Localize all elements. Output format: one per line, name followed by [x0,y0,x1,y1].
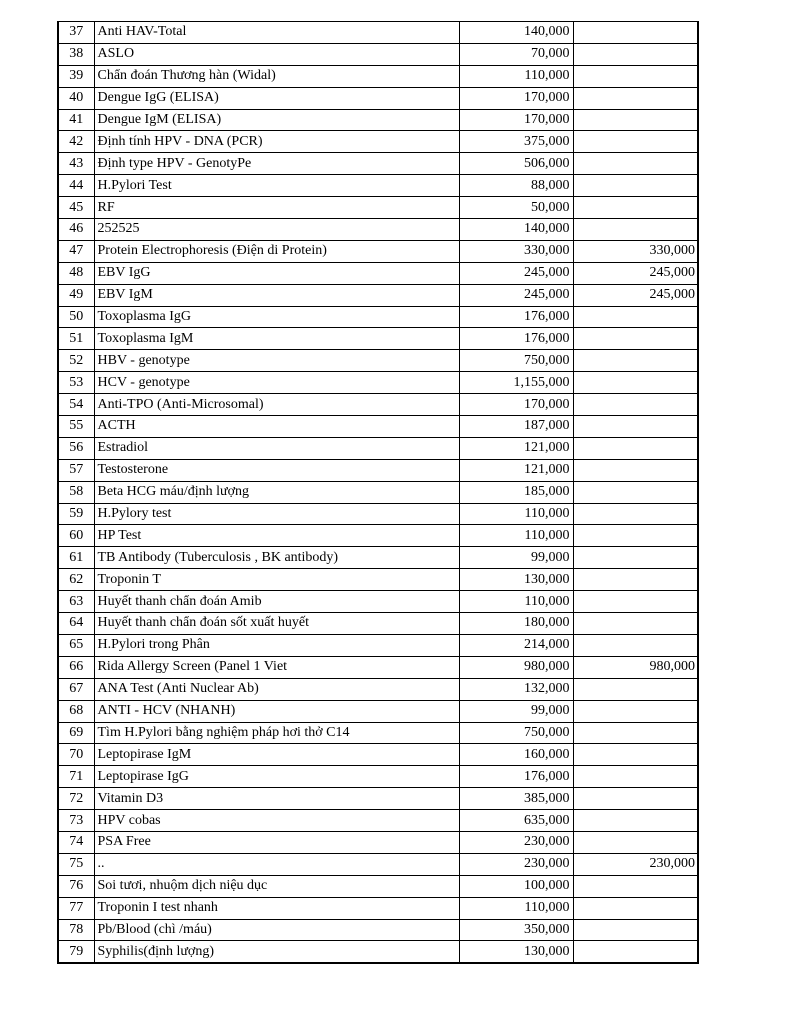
table-row [58,853,698,875]
test-name: EBV IgG [94,262,459,284]
extra-price [573,131,698,153]
row-number: 70 [58,744,94,766]
table-row [58,394,698,416]
price: 750,000 [459,350,573,372]
price: 110,000 [459,525,573,547]
price: 230,000 [459,853,573,875]
extra-price [573,306,698,328]
extra-price [573,634,698,656]
test-name: Anti HAV-Total [94,22,459,44]
price: 88,000 [459,175,573,197]
table-row [58,22,698,44]
extra-price [573,810,698,832]
price: 170,000 [459,87,573,109]
price-table [57,21,699,964]
test-name: RF [94,197,459,219]
row-number: 73 [58,810,94,832]
test-name: TB Antibody (Tuberculosis , BK antibody) [94,547,459,569]
extra-price [573,372,698,394]
extra-price [573,569,698,591]
table-row [58,87,698,109]
price: 635,000 [459,810,573,832]
table-row [58,284,698,306]
price: 140,000 [459,22,573,44]
price: 185,000 [459,481,573,503]
test-name: ASLO [94,43,459,65]
price: 350,000 [459,919,573,941]
row-number: 66 [58,656,94,678]
price: 110,000 [459,503,573,525]
test-name: ANTI - HCV (NHANH) [94,700,459,722]
extra-price [573,919,698,941]
price: 176,000 [459,766,573,788]
table-row [58,569,698,591]
extra-price [573,328,698,350]
test-name: Dengue IgM (ELISA) [94,109,459,131]
extra-price [573,547,698,569]
row-number: 59 [58,503,94,525]
table-row [58,197,698,219]
extra-price [573,875,698,897]
table-row [58,328,698,350]
table-row [58,591,698,613]
table-row [58,525,698,547]
extra-price [573,459,698,481]
row-number: 65 [58,634,94,656]
table-row [58,109,698,131]
price: 245,000 [459,284,573,306]
table-row [58,153,698,175]
extra-price [573,591,698,613]
row-number: 50 [58,306,94,328]
test-name: ANA Test (Anti Nuclear Ab) [94,678,459,700]
price: 110,000 [459,897,573,919]
extra-price [573,766,698,788]
table-row [58,131,698,153]
test-name: Toxoplasma IgM [94,328,459,350]
test-name: Huyết thanh chẩn đoán Amib [94,591,459,613]
test-name: Chẩn đoán Thương hàn (Widal) [94,65,459,87]
price: 750,000 [459,722,573,744]
extra-price [573,197,698,219]
row-number: 38 [58,43,94,65]
row-number: 54 [58,394,94,416]
test-name: Tìm H.Pylori bằng nghiệm pháp hơi thở C14 [94,722,459,744]
row-number: 67 [58,678,94,700]
table-row [58,350,698,372]
test-name: Vitamin D3 [94,788,459,810]
test-name: Anti-TPO (Anti-Microsomal) [94,394,459,416]
extra-price: 245,000 [573,262,698,284]
row-number: 37 [58,22,94,44]
price: 385,000 [459,788,573,810]
extra-price: 980,000 [573,656,698,678]
test-name: Huyết thanh chẩn đoán sốt xuất huyết [94,613,459,635]
table-row [58,919,698,941]
extra-price [573,700,698,722]
row-number: 64 [58,613,94,635]
table-row [58,503,698,525]
extra-price [573,416,698,438]
row-number: 44 [58,175,94,197]
row-number: 62 [58,569,94,591]
test-name: Testosterone [94,459,459,481]
table-row [58,437,698,459]
row-number: 63 [58,591,94,613]
row-number: 51 [58,328,94,350]
row-number: 46 [58,219,94,241]
table-row [58,810,698,832]
test-name: Troponin I test nhanh [94,897,459,919]
extra-price [573,22,698,44]
row-number: 61 [58,547,94,569]
price: 176,000 [459,306,573,328]
row-number: 47 [58,240,94,262]
row-number: 41 [58,109,94,131]
test-name: HPV cobas [94,810,459,832]
extra-price [573,175,698,197]
row-number: 68 [58,700,94,722]
row-number: 39 [58,65,94,87]
price: 121,000 [459,459,573,481]
table-row [58,941,698,963]
test-name: Toxoplasma IgG [94,306,459,328]
row-number: 40 [58,87,94,109]
extra-price [573,394,698,416]
row-number: 69 [58,722,94,744]
price: 70,000 [459,43,573,65]
test-name: Rida Allergy Screen (Panel 1 Viet [94,656,459,678]
table-row [58,459,698,481]
test-name: Troponin T [94,569,459,591]
row-number: 77 [58,897,94,919]
extra-price [573,65,698,87]
row-number: 49 [58,284,94,306]
extra-price [573,481,698,503]
extra-price [573,525,698,547]
test-name: Dengue IgG (ELISA) [94,87,459,109]
test-name: HCV - genotype [94,372,459,394]
extra-price [573,153,698,175]
row-number: 79 [58,941,94,963]
row-number: 72 [58,788,94,810]
row-number: 56 [58,437,94,459]
price: 230,000 [459,831,573,853]
table-row [58,766,698,788]
row-number: 78 [58,919,94,941]
test-name: Định type HPV - GenotyPe [94,153,459,175]
price: 110,000 [459,65,573,87]
price: 50,000 [459,197,573,219]
table-row [58,875,698,897]
test-name: Syphilis(định lượng) [94,941,459,963]
row-number: 48 [58,262,94,284]
test-name: 252525 [94,219,459,241]
row-number: 55 [58,416,94,438]
extra-price [573,897,698,919]
price: 176,000 [459,328,573,350]
extra-price [573,109,698,131]
extra-price [573,613,698,635]
table-row [58,372,698,394]
test-name: HP Test [94,525,459,547]
price: 180,000 [459,613,573,635]
table-row [58,700,698,722]
table-row [58,219,698,241]
extra-price [573,941,698,963]
extra-price [573,87,698,109]
price: 99,000 [459,547,573,569]
price: 130,000 [459,941,573,963]
table-row [58,634,698,656]
row-number: 43 [58,153,94,175]
test-name: Beta HCG máu/định lượng [94,481,459,503]
price: 140,000 [459,219,573,241]
price: 99,000 [459,700,573,722]
extra-price [573,744,698,766]
row-number: 74 [58,831,94,853]
table-row [58,656,698,678]
row-number: 76 [58,875,94,897]
price: 1,155,000 [459,372,573,394]
row-number: 57 [58,459,94,481]
table-row [58,722,698,744]
table-row [58,175,698,197]
table-row [58,831,698,853]
table-row [58,65,698,87]
test-name: H.Pylori trong Phân [94,634,459,656]
price-table-body [58,22,698,963]
table-row [58,240,698,262]
price: 170,000 [459,109,573,131]
price: 170,000 [459,394,573,416]
row-number: 53 [58,372,94,394]
price: 110,000 [459,591,573,613]
price: 245,000 [459,262,573,284]
table-row [58,744,698,766]
row-number: 60 [58,525,94,547]
test-name: Leptopirase IgM [94,744,459,766]
extra-price [573,43,698,65]
table-row [58,481,698,503]
table-row [58,788,698,810]
test-name: Định tính HPV - DNA (PCR) [94,131,459,153]
test-name: PSA Free [94,831,459,853]
row-number: 52 [58,350,94,372]
extra-price [573,678,698,700]
table-row [58,43,698,65]
extra-price [573,503,698,525]
row-number: 42 [58,131,94,153]
extra-price [573,788,698,810]
table-row [58,897,698,919]
test-name: Estradiol [94,437,459,459]
price: 980,000 [459,656,573,678]
test-name: EBV IgM [94,284,459,306]
table-row [58,547,698,569]
extra-price [573,350,698,372]
row-number: 71 [58,766,94,788]
test-name: Leptopirase IgG [94,766,459,788]
extra-price: 245,000 [573,284,698,306]
price: 121,000 [459,437,573,459]
extra-price [573,722,698,744]
test-name: ACTH [94,416,459,438]
test-name: Pb/Blood (chì /máu) [94,919,459,941]
row-number: 45 [58,197,94,219]
table-row [58,416,698,438]
extra-price [573,831,698,853]
test-name: Protein Electrophoresis (Điện di Protein) [94,240,459,262]
price: 330,000 [459,240,573,262]
price: 100,000 [459,875,573,897]
test-name: H.Pylori Test [94,175,459,197]
price: 375,000 [459,131,573,153]
extra-price: 230,000 [573,853,698,875]
price: 187,000 [459,416,573,438]
test-name: HBV - genotype [94,350,459,372]
extra-price [573,437,698,459]
price: 506,000 [459,153,573,175]
row-number: 75 [58,853,94,875]
price: 130,000 [459,569,573,591]
price: 214,000 [459,634,573,656]
row-number: 58 [58,481,94,503]
table-row [58,613,698,635]
price: 160,000 [459,744,573,766]
extra-price: 330,000 [573,240,698,262]
test-name: Soi tươi, nhuộm dịch niệu dục [94,875,459,897]
table-row [58,306,698,328]
table-row [58,262,698,284]
test-name: H.Pylory test [94,503,459,525]
extra-price [573,219,698,241]
test-name: .. [94,853,459,875]
table-row [58,678,698,700]
price: 132,000 [459,678,573,700]
